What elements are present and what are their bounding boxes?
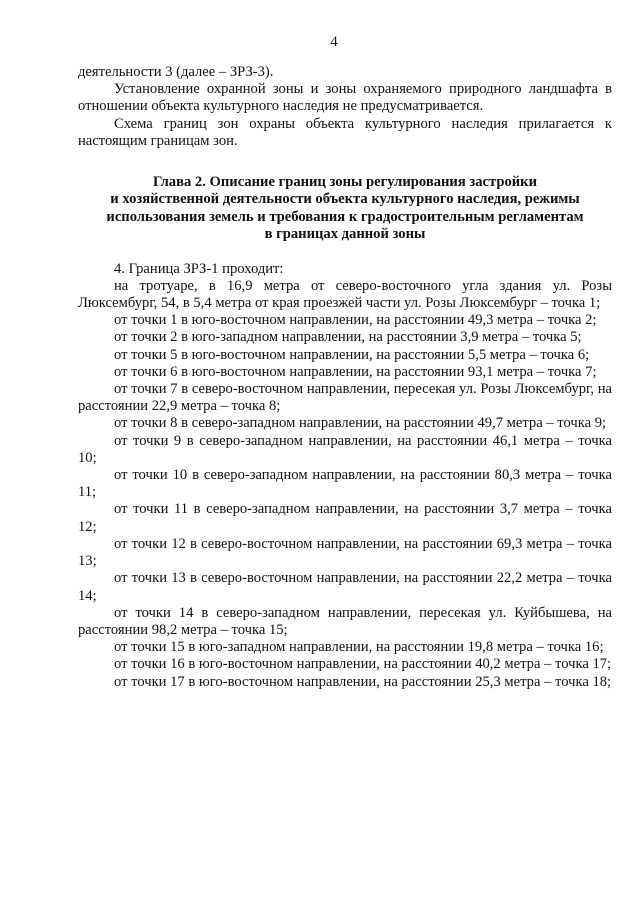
boundary-point-item: от точки 14 в северо-западном направлении, пересекая ул. Куйбышева, на расстоянии 98,2 метра – точка 15; xyxy=(78,604,612,638)
boundary-point-item: от точки 7 в северо-восточном направлении, пересекая ул. Розы Люксембург, на расстоянии 22,9 метра – точка 8; xyxy=(78,381,612,415)
boundary-point-item: от точки 2 в юго-западном направлении, на расстоянии 3,9 метра – точка 5; xyxy=(114,329,582,346)
chapter-heading xyxy=(78,174,612,244)
boundary-point-item: от точки 9 в северо-западном направлении, на расстоянии 46,1 метра – точка 10; xyxy=(78,432,612,466)
boundary-point-item: от точки 12 в северо-восточном направлении, на расстоянии 69,3 метра – точка 13; xyxy=(78,535,612,570)
page-number: 4 xyxy=(330,34,338,50)
chapter-heading-line-2: и хозяйственной деятельности объекта культурного наследия, режимы xyxy=(110,191,580,208)
boundary-point-item: от точки 1 в юго-восточном направлении, на расстоянии 49,3 метра – точка 2; xyxy=(114,312,597,329)
chapter-heading-line-3: использования земель и требования к градостроительным регламентам xyxy=(106,208,584,225)
boundary-point-item: от точки 17 в юго-восточном направлении, на расстоянии 25,3 метра – точка 18; xyxy=(114,673,612,690)
section-4-heading: 4. Граница ЗРЗ-1 проходит: xyxy=(114,260,284,277)
boundary-point-item: от точки 5 в юго-восточном направлении, на расстоянии 5,5 метра – точка 6; xyxy=(114,346,590,363)
intro-paragraph-3: Схема границ зон охраны объекта культурного наследия прилагается к настоящим границам зон. xyxy=(78,115,612,149)
boundary-point-item: от точки 10 в северо-западном направлении, на расстоянии 80,3 метра – точка 11; xyxy=(78,467,612,501)
intro-line-1: деятельности 3 (далее – ЗРЗ-3). xyxy=(78,64,274,80)
chapter-heading-line-4: в границах данной зоны xyxy=(264,226,426,243)
boundary-point-item: от точки 16 в юго-восточном направлении, на расстоянии 40,2 метра – точка 17; xyxy=(114,656,612,673)
boundary-point-item: от точки 13 в северо-восточном направлении, на расстоянии 22,2 метра – точка 14; xyxy=(78,570,612,604)
boundary-point-item: от точки 15 в юго-западном направлении, на расстоянии 19,8 метра – точка 16; xyxy=(114,639,604,656)
chapter-heading-line-1: Глава 2. Описание границ зоны регулирования застройки xyxy=(152,174,537,191)
boundary-points-list xyxy=(78,278,612,691)
boundary-point-item: от точки 6 в юго-восточном направлении, на расстоянии 93,1 метра – точка 7; xyxy=(114,363,597,380)
document-body xyxy=(78,64,612,691)
boundary-point-item: на тротуаре, в 16,9 метра от северо-восточного угла здания ул. Розы Люксембург, 54, в 5,4 метра от края проезжей части ул. Розы Люксембург – точка 1; xyxy=(78,277,612,312)
boundary-point-item: от точки 8 в северо-западном направлении, на расстоянии 49,7 метра – точка 9; xyxy=(114,415,607,432)
intro-paragraph-2: Установление охранной зоны и зоны охраняемого природного ландшафта в отношении объекта культурного наследия не предусматривается. xyxy=(78,81,612,115)
boundary-point-item: от точки 11 в северо-западном направлении, на расстоянии 3,7 метра – точка 12; xyxy=(78,501,612,535)
